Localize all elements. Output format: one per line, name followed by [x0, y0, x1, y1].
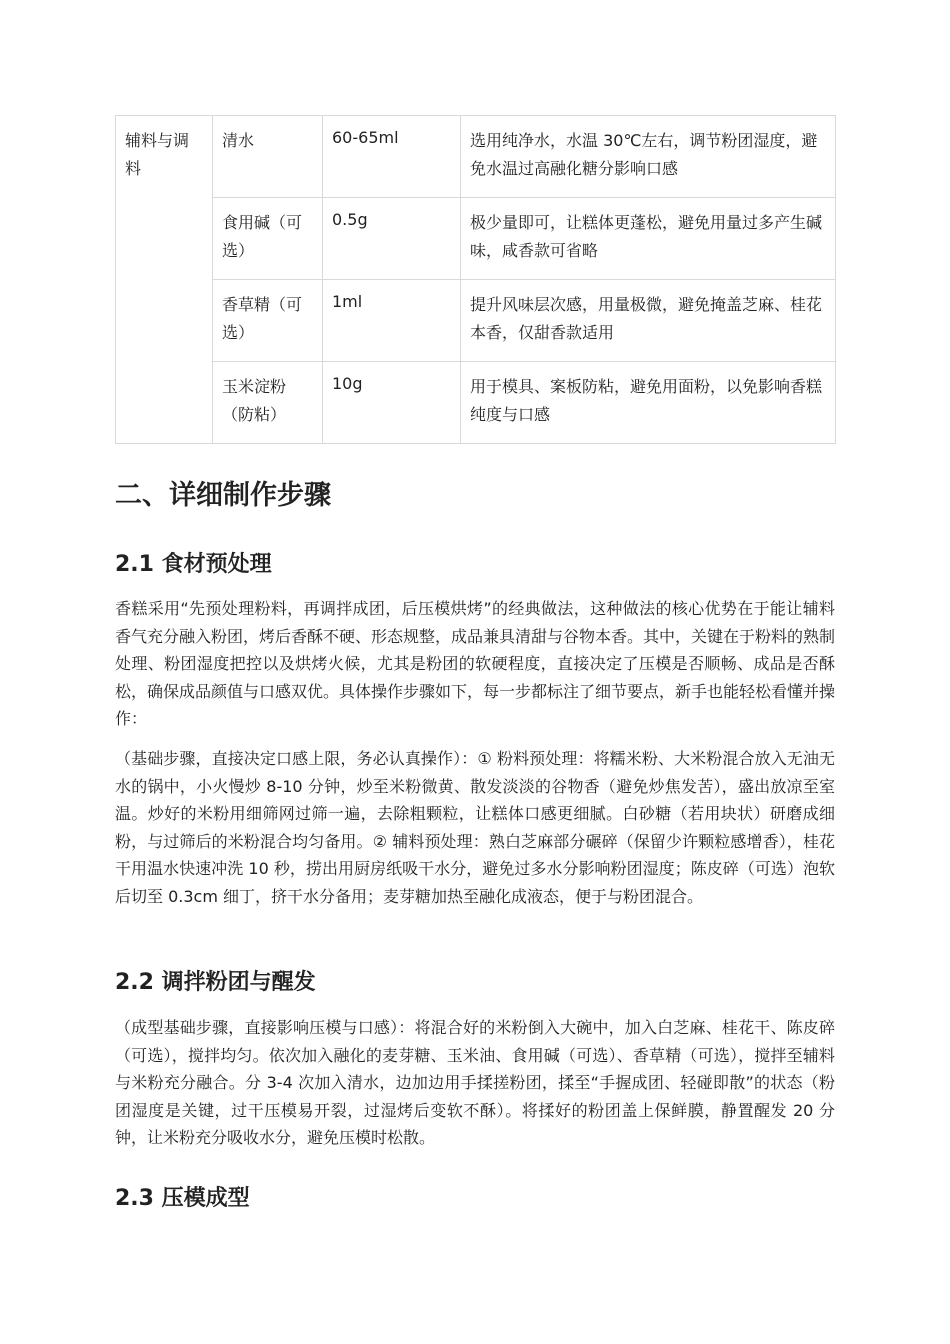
- subsection-title-2-1: 2.1 食材预处理: [115, 552, 272, 577]
- ingredient-amount: 0.5g: [323, 198, 461, 280]
- ingredient-name: 玉米淀粉（防粘）: [213, 362, 323, 444]
- ingredient-name: 食用碱（可选）: [213, 198, 323, 280]
- ingredient-amount: 10g: [323, 362, 461, 444]
- table-row: [116, 198, 836, 280]
- subsection-title-2-2: 2.2 调拌粉团与醒发: [115, 970, 316, 995]
- ingredient-note: 极少量即可，让糕体更蓬松，避免用量过多产生碱味，咸香款可省略: [461, 198, 836, 280]
- paragraph-intro: 香糕采用“先预处理粉料，再调拌成团，后压模烘烤”的经典做法，这种做法的核心优势在于能让辅料香气充分融入粉团，烤后香酥不硬、形态规整，成品兼具清甜与谷物本香。其中，关键在于粉料的熟制处理、粉团湿度把控以及烘烤火候，尤其是粉团的软硬程度，直接决定了压模是否顺畅、成品是否酥松，确保成品颜值与口感双优。具体操作步骤如下，每一步都标注了细节要点，新手也能轻松看懂并操作：: [115, 599, 836, 728]
- ingredient-note: 选用纯净水，水温 30℃左右，调节粉团湿度，避免水温过高融化糖分影响口感: [461, 116, 836, 198]
- ingredient-note: 用于模具、案板防粘，避免用面粉，以免影响香糕纯度与口感: [461, 362, 836, 444]
- ingredient-amount: 1ml: [323, 280, 461, 362]
- section-title: 二、详细制作步骤: [115, 480, 331, 511]
- table-row: [116, 116, 836, 198]
- ingredient-note: 提升风味层次感，用量极微，避免掩盖芝麻、桂花本香，仅甜香款适用: [461, 280, 836, 362]
- ingredient-amount: 60-65ml: [323, 116, 461, 198]
- table-row: [116, 362, 836, 444]
- group-label-cell: 辅料与调料: [116, 116, 213, 444]
- table-row: [116, 280, 836, 362]
- ingredient-name: 香草精（可选）: [213, 280, 323, 362]
- ingredient-table: [115, 115, 836, 444]
- paragraph-dough: （成型基础步骤，直接影响压模与口感）：将混合好的米粉倒入大碗中，加入白芝麻、桂花干、陈皮碎（可选），搅拌均匀。依次加入融化的麦芽糖、玉米油、食用碱（可选）、香草精（可选），搅拌至辅料与米粉充分融合。分 3-4 次加入清水，边加边用手揉搓粉团，揉至“手握成团、轻碰即散”的状态（粉团湿度是关键，过干压模易开裂，过湿烤后变软不酥）。将揉好的粉团盖上保鲜膜，静置醒发 20 分钟，让米粉充分吸收水分，避免压模时松散。: [115, 1018, 835, 1147]
- paragraph-preprocess: （基础步骤，直接决定口感上限，务必认真操作）：① 粉料预处理：将糯米粉、大米粉混合放入无油无水的锅中，小火慢炒 8-10 分钟，炒至米粉微黄、散发淡淡的谷物香（避免炒焦发苦），盛出放凉至室温。炒好的米粉用细筛网过筛一遍，去除粗颗粒，让糕体口感更细腻。白砂糖（若用块状）研磨成细粉，与过筛后的米粉混合均匀备用。② 辅料预处理：熟白芝麻部分碾碎（保留少许颗粒感增香），桂花干用温水快速冲洗 10 秒，捞出用厨房纸吸干水分，避免过多水分影响粉团湿度；陈皮碎（可选）泡软后切至 0.3cm 细丁，挤干水分备用；麦芽糖加热至融化成液态，便于与粉团混合。: [115, 749, 835, 906]
- ingredient-name: 清水: [213, 116, 323, 198]
- subsection-title-2-3: 2.3 压模成型: [115, 1186, 250, 1211]
